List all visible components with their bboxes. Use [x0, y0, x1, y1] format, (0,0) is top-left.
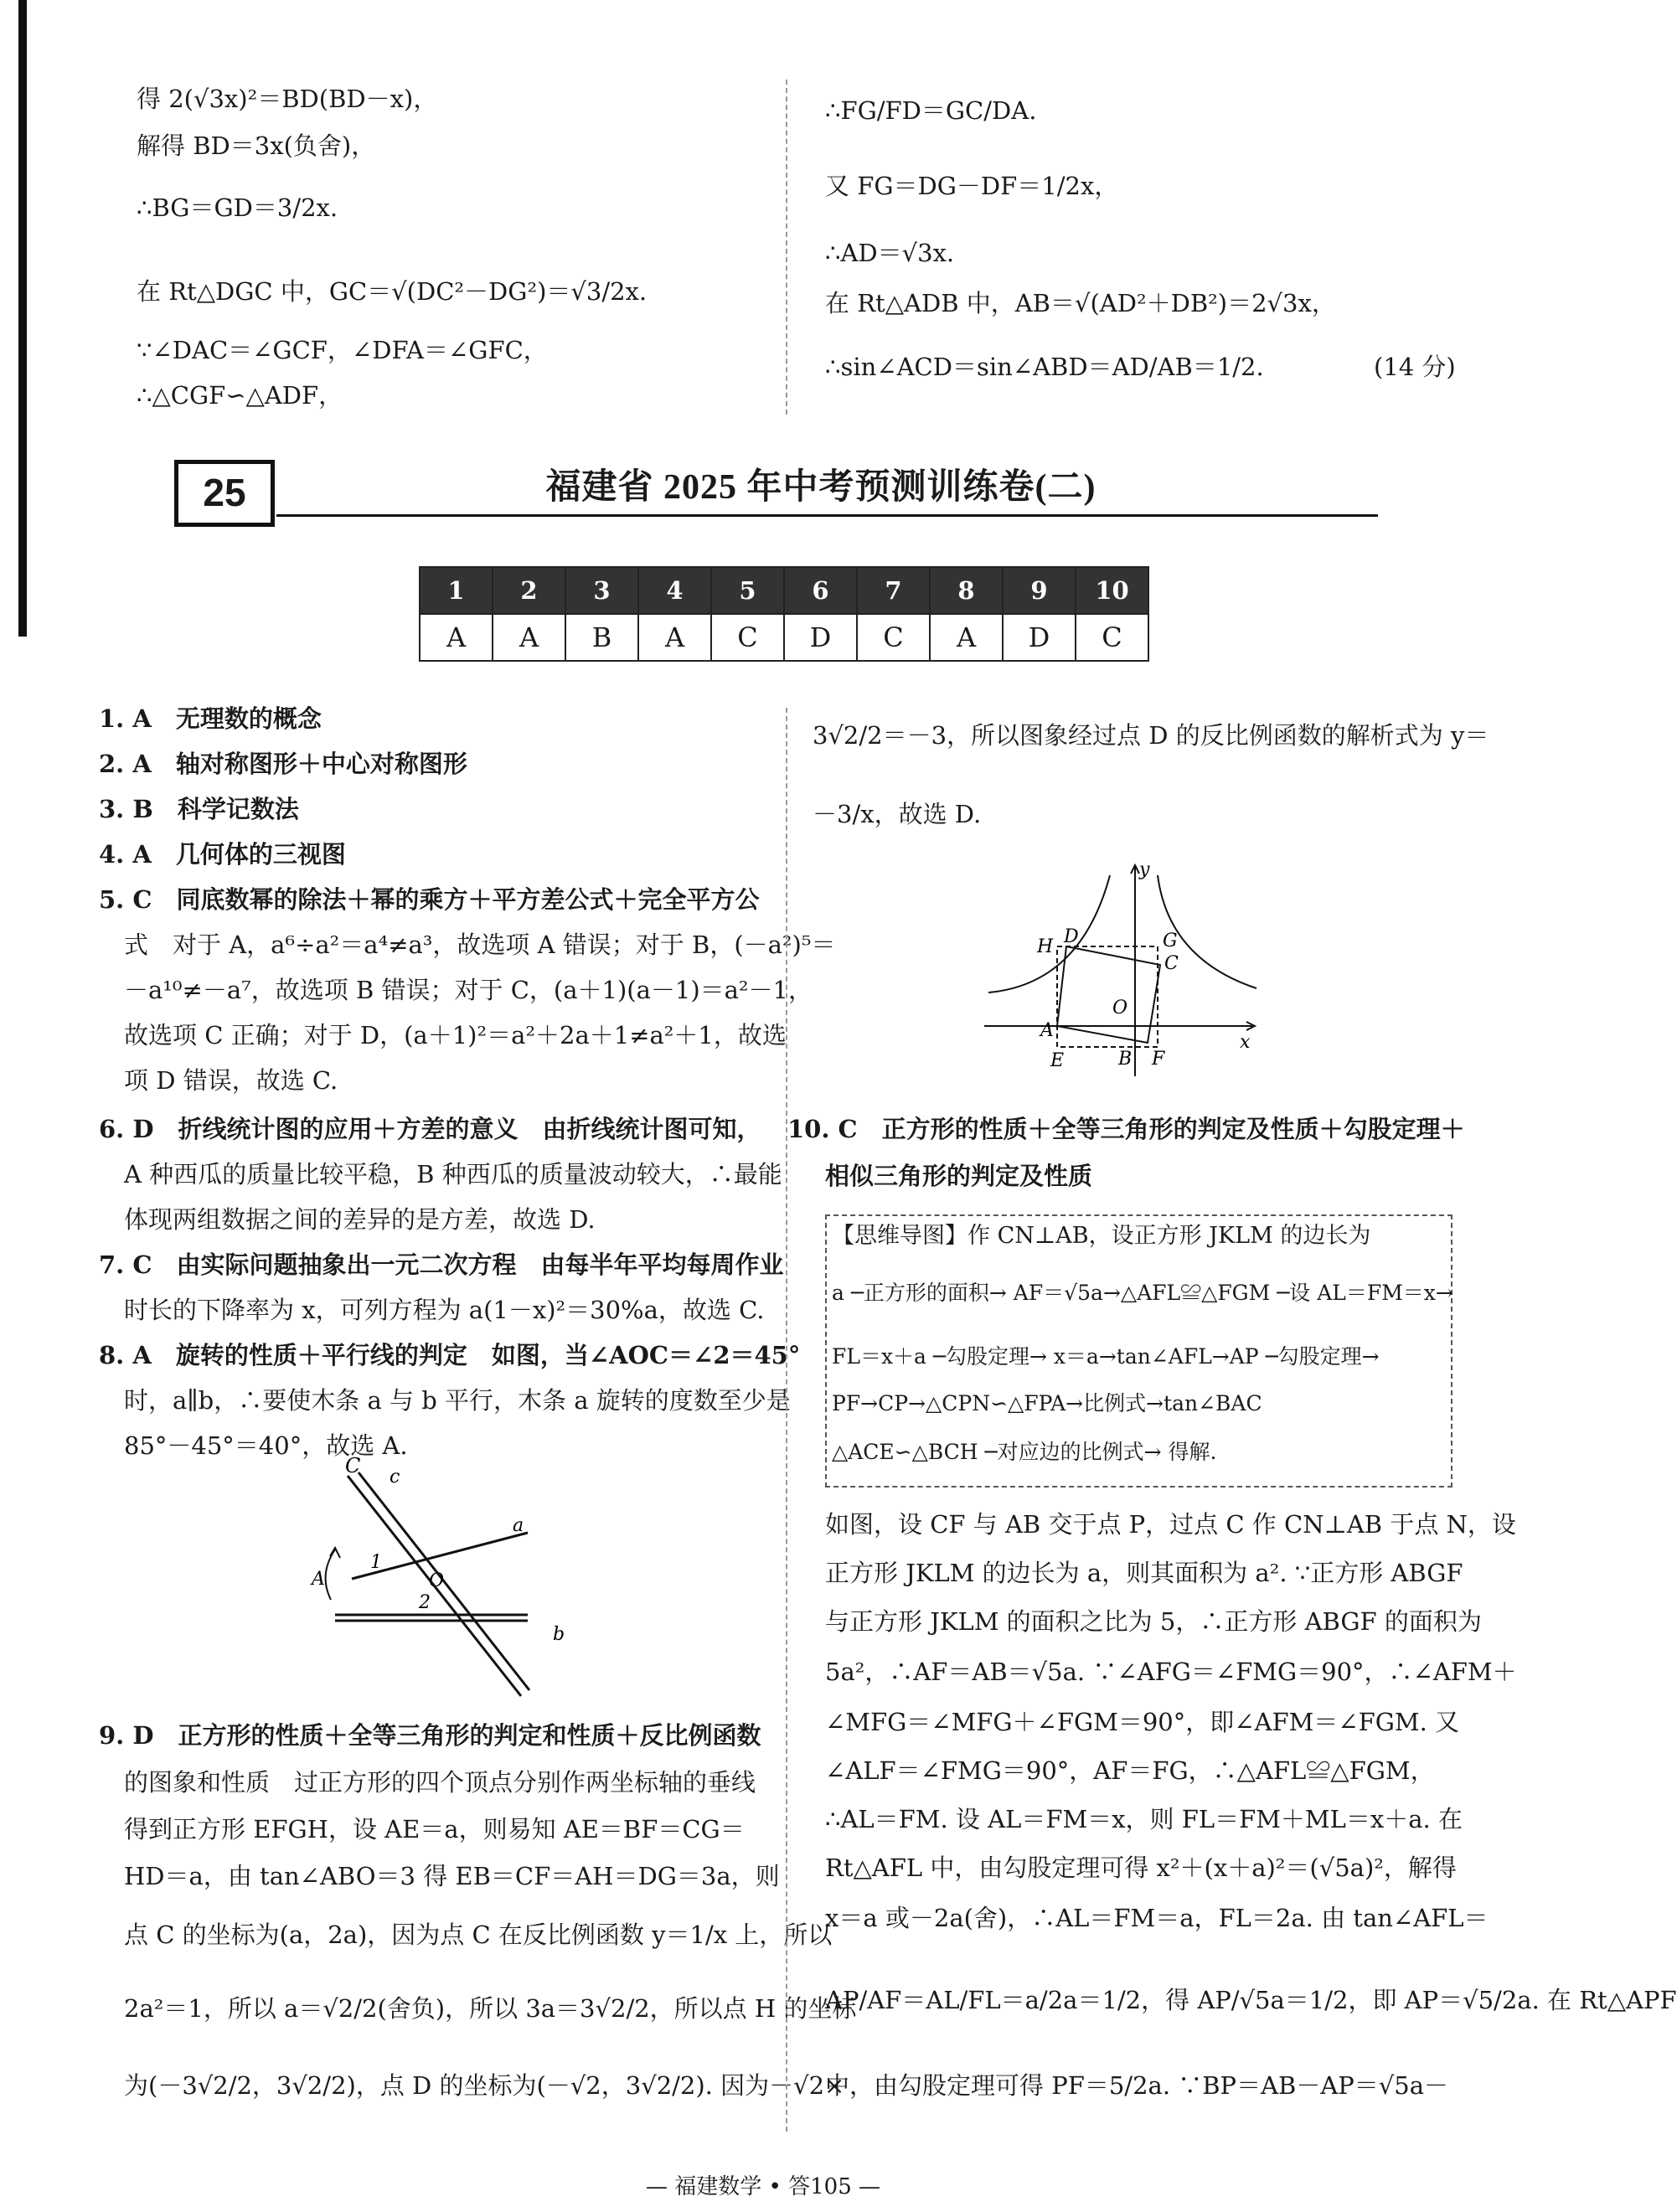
text-line: 在 Rt△ADB 中，AB＝√(AD²＋DB²)＝2√3x，	[825, 289, 1336, 317]
label-A: A	[312, 1569, 325, 1590]
answer-number: 3	[565, 567, 638, 614]
text-line: ∴△CGF∽△ADF，	[137, 381, 343, 410]
text-line: AP/AF＝AL/FL＝a/2a＝1/2，得 AP/√5a＝1/2，即 AP＝√5/2a. 在 Rt△APF	[825, 1986, 1677, 2014]
answer-number: 10	[1076, 567, 1148, 614]
label-c: c	[390, 1467, 400, 1488]
label-B: B	[1118, 1049, 1133, 1070]
label-O: O	[1112, 998, 1128, 1018]
text-line: 中，由勾股定理可得 PF＝5/2a. ∵BP＝AB－AP＝√5a－	[825, 2071, 1449, 2100]
answer-line: 10. C 正方形的性质＋全等三角形的判定及性质＋勾股定理＋	[787, 1115, 1465, 1143]
answer-letter: A	[638, 614, 711, 661]
text-line: 得到正方形 EFGH，设 AE＝a，则易知 AE＝BF＝CG＝	[124, 1815, 745, 1843]
text-line: ∴AD＝√3x.	[825, 239, 955, 267]
text-line: 又 FG＝DG－DF＝1/2x，	[825, 172, 1119, 200]
page-footer: — 福建数学 • 答105 —	[645, 2174, 881, 2199]
label-b: b	[553, 1624, 565, 1645]
answer-number-row	[420, 567, 1148, 614]
title-rule	[276, 514, 1378, 517]
mind-map-line: △ACE∽△BCH ─对应边的比例式→ 得解.	[832, 1440, 1217, 1464]
text-line: ∴BG＝GD＝3/2x.	[137, 193, 338, 222]
text-line: 时长的下降率为 x，可列方程为 a(1－x)²＝30%a，故选 C.	[124, 1296, 765, 1324]
text-line: 为(－3√2/2，3√2/2)，点 D 的坐标为(－√2，3√2/2). 因为－√2×	[124, 2071, 845, 2100]
label-angle-2: 2	[419, 1592, 431, 1613]
text-line: 时，a∥b，∴要使木条 a 与 b 平行，木条 a 旋转的度数至少是	[124, 1386, 791, 1415]
label-F: F	[1152, 1049, 1165, 1070]
answer-letter: A	[420, 614, 493, 661]
paper-title: 福建省 2025 年中考预测训练卷(二)	[545, 468, 1096, 507]
label-E: E	[1050, 1050, 1065, 1071]
text-line: ∠MFG＝∠MFG＋∠FGM＝90°，即∠AFM＝∠FGM. 又	[825, 1708, 1460, 1736]
paper-number: 25	[174, 460, 275, 527]
figure-q9-coordinate	[980, 859, 1265, 1085]
text-line: 体现两组数据之间的差异的是方差，故选 D.	[124, 1205, 596, 1234]
text-line: HD＝a，由 tan∠ABO＝3 得 EB＝CF＝AH＝DG＝3a，则	[124, 1862, 780, 1890]
label-H: H	[1037, 936, 1054, 957]
text-line: Rt△AFL 中，由勾股定理可得 x²＋(x＋a)²＝(√5a)²，解得	[825, 1854, 1457, 1882]
column-divider	[786, 80, 787, 415]
square-ABCD	[1057, 946, 1160, 1043]
answer-line: 7. C 由实际问题抽象出一元二次方程 由每半年平均每周作业	[99, 1250, 784, 1279]
text-line: ∴AL＝FM. 设 AL＝FM＝x，则 FL＝FM＋ML＝x＋a. 在	[825, 1805, 1463, 1833]
answer-line: 8. A 旋转的性质＋平行线的判定 如图，当∠AOC＝∠2＝45°	[99, 1341, 801, 1369]
label-y: y	[1139, 859, 1150, 880]
answer-line: 4. A 几何体的三视图	[99, 840, 346, 869]
text-line: －a¹⁰≠－a⁷，故选项 B 错误；对于 C，(a＋1)(a－1)＝a²－1，	[124, 976, 813, 1004]
answer-line: 9. D 正方形的性质＋全等三角形的判定和性质＋反比例函数	[99, 1721, 761, 1750]
answer-number: 6	[784, 567, 857, 614]
hyperbola-left	[988, 875, 1110, 993]
label-G: G	[1163, 931, 1178, 951]
answer-letter: C	[857, 614, 930, 661]
text-line: 85°－45°＝40°，故选 A.	[124, 1431, 408, 1460]
text-line: A 种西瓜的质量比较平稳，B 种西瓜的质量波动较大，∴最能	[124, 1160, 782, 1188]
text-line: 2a²＝1，所以 a＝√2/2(舍负)，所以 3a＝3√2/2，所以点 H 的坐标	[124, 1994, 857, 2023]
answer-number: 1	[420, 567, 493, 614]
text-line: 与正方形 JKLM 的面积之比为 5，∴正方形 ABGF 的面积为	[825, 1607, 1482, 1636]
answer-line: 1. A 无理数的概念	[99, 704, 322, 733]
label-x: x	[1240, 1032, 1251, 1053]
answer-letter: C	[1076, 614, 1148, 661]
answer-letter: A	[930, 614, 1003, 661]
label-C: C	[345, 1454, 361, 1477]
mind-map-line: a ─正方形的面积→ AF＝√5a→△AFL≌△FGM ─设 AL＝FM＝x→	[832, 1281, 1453, 1305]
text-line: 正方形 JKLM 的边长为 a，则其面积为 a². ∵正方形 ABGF	[825, 1559, 1463, 1587]
answer-number: 9	[1003, 567, 1076, 614]
label-O: O	[429, 1570, 445, 1591]
text-line: 3√2/2＝－3，所以图象经过点 D 的反比例函数的解析式为 y＝	[813, 721, 1489, 750]
text-line: ∵∠DAC＝∠GCF，∠DFA＝∠GFC，	[137, 336, 548, 364]
answer-line: 相似三角形的判定及性质	[825, 1162, 1093, 1190]
text-line: ∴FG/FD＝GC/DA.	[825, 96, 1037, 125]
answer-number: 2	[493, 567, 565, 614]
text-line: －3/x，故选 D.	[813, 800, 982, 828]
text-line: 故选项 C 正确；对于 D，(a＋1)²＝a²＋2a＋1≠a²＋1，故选	[124, 1021, 787, 1049]
answer-line: 3. B 科学记数法	[99, 795, 299, 823]
text-line: 解得 BD＝3x(负舍)，	[137, 131, 376, 160]
answer-number: 8	[930, 567, 1003, 614]
binding-edge	[18, 0, 27, 637]
text-line: 如图，设 CF 与 AB 交于点 P，过点 C 作 CN⊥AB 于点 N，设	[825, 1510, 1516, 1539]
answer-table	[419, 566, 1149, 662]
answer-letter: B	[565, 614, 638, 661]
label-a: a	[513, 1515, 524, 1536]
answer-number: 7	[857, 567, 930, 614]
mind-map-line: FL＝x＋a ─勾股定理→ x＝a→tan∠AFL→AP ─勾股定理→	[832, 1344, 1380, 1369]
text-line: 项 D 错误，故选 C.	[124, 1066, 338, 1095]
label-C: C	[1164, 953, 1179, 974]
answer-letter: A	[493, 614, 565, 661]
label-angle-1: 1	[370, 1552, 382, 1573]
mind-map-line: 【思维导图】作 CN⊥AB，设正方形 JKLM 的边长为	[832, 1223, 1371, 1249]
answer-number: 5	[711, 567, 784, 614]
answer-letter: C	[711, 614, 784, 661]
label-D: D	[1064, 926, 1079, 947]
answer-line: 5. C 同底数幂的除法＋幂的乘方＋平方差公式＋完全平方公	[99, 885, 760, 914]
score-label: (14 分)	[1374, 353, 1456, 381]
answer-number: 4	[638, 567, 711, 614]
text-line: 在 Rt△DGC 中，GC＝√(DC²－DG²)＝√3/2x.	[137, 277, 648, 306]
text-line: 5a²，∴AF＝AB＝√5a. ∵∠AFG＝∠FMG＝90°，∴∠AFM＋	[825, 1658, 1517, 1686]
answer-letter: D	[784, 614, 857, 661]
answer-line: 6. D 折线统计图的应用＋方差的意义 由折线统计图可知，	[99, 1115, 761, 1143]
rotation-arrow	[326, 1549, 335, 1600]
text-line: 点 C 的坐标为(a，2a)，因为点 C 在反比例函数 y＝1/x 上，所以	[124, 1921, 833, 1949]
answer-letter: D	[1003, 614, 1076, 661]
column-divider	[786, 708, 787, 2132]
mind-map-line: PF→CP→△CPN∽△FPA→比例式→tan∠BAC	[832, 1391, 1262, 1415]
answer-letter-row	[420, 614, 1148, 661]
text-line: x＝a 或－2a(舍)，∴AL＝FM＝a，FL＝2a. 由 tan∠AFL＝	[825, 1904, 1489, 1932]
figure-q8-rotation	[302, 1454, 586, 1709]
answer-line: 2. A 轴对称图形＋中心对称图形	[99, 750, 467, 778]
label-A: A	[1040, 1020, 1054, 1041]
text-line: 得 2(√3x)²＝BD(BD－x)，	[137, 85, 438, 113]
text-line: ∠ALF＝∠FMG＝90°，AF＝FG，∴△AFL≌△FGM，	[825, 1756, 1435, 1785]
text-line: 的图象和性质 过正方形的四个顶点分别作两坐标轴的垂线	[124, 1768, 756, 1797]
text-line: 式 对于 A，a⁶÷a²＝a⁴≠a³，故选项 A 错误；对于 B，(－a²)⁵＝	[124, 931, 836, 959]
text-line: ∴sin∠ACD＝sin∠ABD＝AD/AB＝1/2.	[825, 353, 1264, 381]
